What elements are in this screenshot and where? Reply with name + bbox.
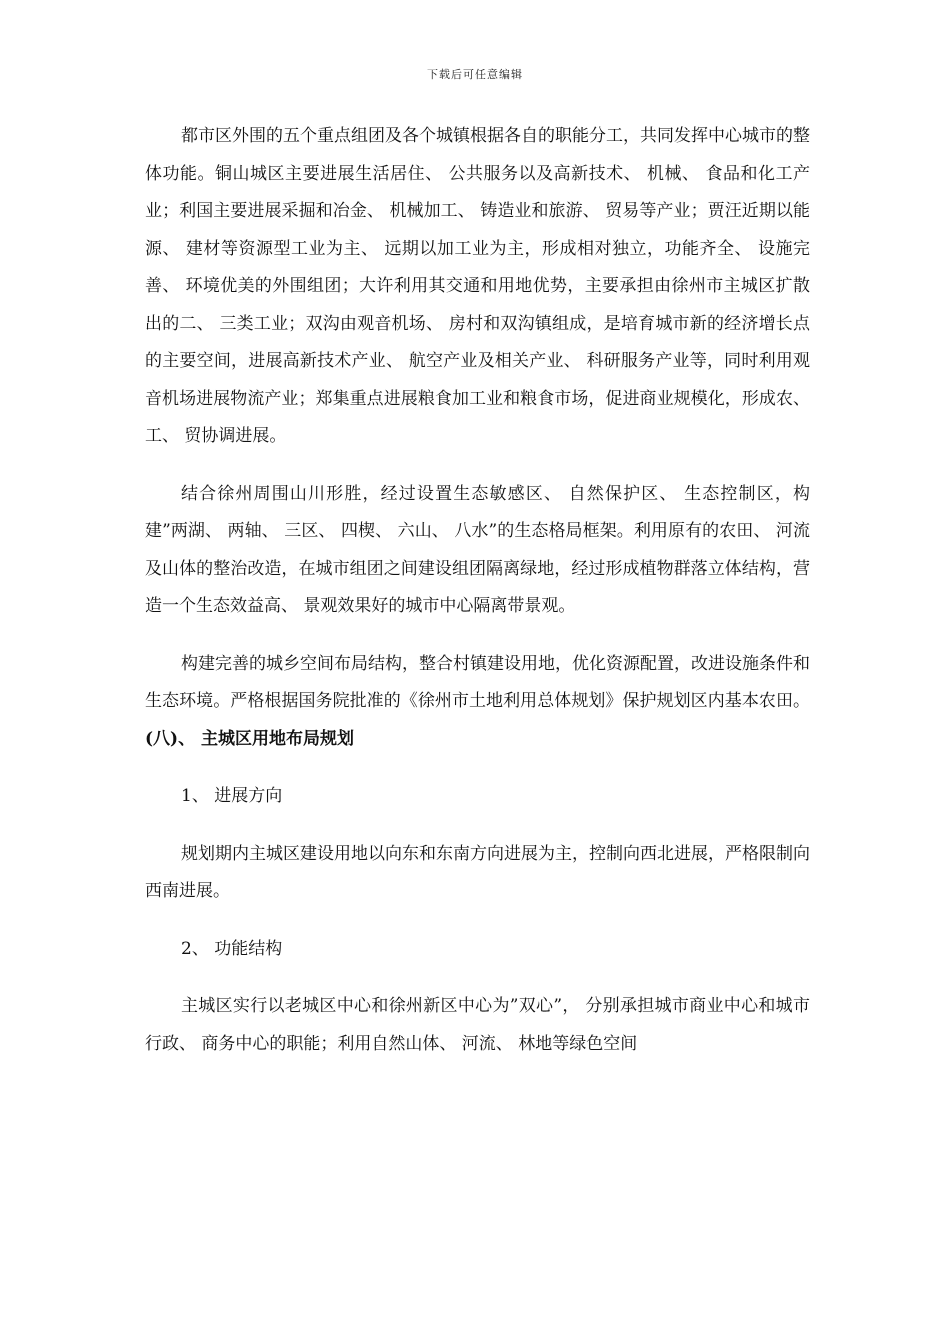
paragraph-spatial-layout-text: 构建完善的城乡空间布局结构，整合村镇建设用地，优化资源配置，改进设施条件和生态环境。严格根据国务院批准的《徐州市土地利用总体规划》保护规划区内基本农田。 — [145, 653, 810, 711]
section-heading-land-use: (八)、 主城区用地布局规划 — [145, 728, 355, 749]
paragraph-peripheral-groups: 都市区外围的五个重点组团及各个城镇根据各自的职能分工，共同发挥中心城市的整体功能。铜山城区主要进展生活居住、 公共服务以及高新技术、 机械、 食品和化工产业；利国主要进展采掘和冶金、 机械加工、 铸造业和旅游、 贸易等产业；贾汪近期以能源、 建材等资源型工业为主、 远期以加工业为主，形成相对独立，功能齐全、 设施完善、 环境优美的外围组团；大许利用其交通和用地优势，主要承担由徐州市主城区扩散出的二、 三类工业；双沟由观音机场、 房村和双沟镇组成，是培育城市新的经济增长点的主要空间，进展高新技术产业、 航空产业及相关产业、 科研服务产业等，同时利用观音机场进展物流产业；郑集重点进展粮食加工业和粮食市场，促进商业规模化，形成农、 工、 贸协调进展。 — [145, 126, 810, 446]
subheading-development-direction: 1、 进展方向 — [181, 786, 283, 806]
document-body — [145, 118, 810, 1063]
paragraph-spatial-layout — [145, 646, 810, 759]
subheading-functional-structure: 2、 功能结构 — [181, 938, 283, 959]
paragraph-functional-structure: 主城区实行以老城区中心和徐州新区中心为”双心”， 分别承担城市商业中心和城市行政、 商务中心的职能；利用自然山体、 河流、 林地等绿色空间 — [145, 996, 810, 1054]
page-header: 下载后可任意编辑 — [427, 68, 523, 81]
paragraph-ecological-framework: 结合徐州周围山川形胜，经过设置生态敏感区、 自然保护区、 生态控制区，构建”两湖、 两轴、 三区、 四楔、 六山、 八水”的生态格局框架。利用原有的农田、 河流及山体的整治改造，在城市组团之间建设组团隔离绿地，经过形成植物群落立体结构，营造一个生态效益高、 景观效果好的城市中心隔离带景观。 — [145, 483, 810, 616]
paragraph-development-direction: 规划期内主城区建设用地以向东和东南方向进展为主，控制向西北进展，严格限制向西南进展。 — [145, 843, 810, 901]
